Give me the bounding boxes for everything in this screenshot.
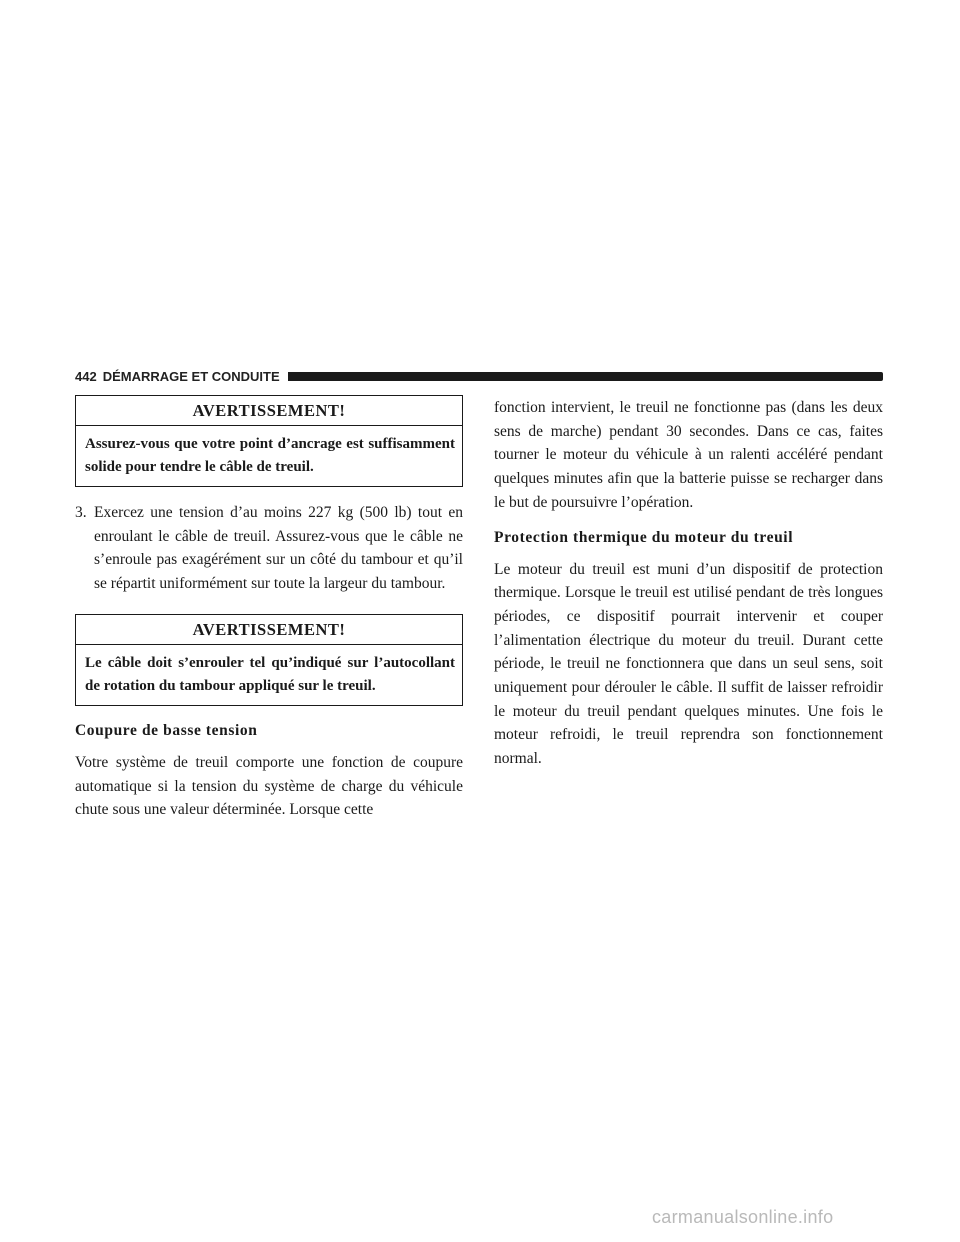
header-rule: [288, 372, 883, 381]
warning-title: AVERTISSEMENT!: [76, 615, 462, 645]
right-column: [494, 396, 883, 771]
list-item: [75, 501, 463, 596]
left-column: [75, 395, 463, 822]
watermark: carmanualsonline.info: [652, 1207, 834, 1227]
warning-text: Le câble doit s’enrouler tel qu’indiqué sur l’autocollant de rotation du tambour appliqué sur le treuil.: [85, 654, 455, 694]
list-number: 3.: [75, 504, 87, 521]
body-paragraph: Le moteur du treuil est muni d’un dispositif de protection thermique. Lorsque le treuil est utilisé pendant de très longues périodes, ce dispositif pourrait intervenir et couper l’alimentation électrique du moteur du treuil. Durant cette période, le treuil ne fonctionnera que dans un seul sens, soit uniquement pour dérouler le câble. Il suffit de laisser refroidir le moteur du treuil pendant quelques minutes. Une fois le moteur refroidi, le treuil reprendra son fonctionnement normal.: [494, 560, 883, 768]
warning-box: [75, 614, 463, 706]
body-paragraph: Votre système de treuil comporte une fonction de coupure automatique si la tension du système de charge du véhicule chute sous une valeur déterminée. Lorsque cette: [75, 753, 463, 819]
page-header: [75, 366, 883, 386]
section-title: DÉMARRAGE ET CONDUITE: [102, 368, 280, 384]
list-text: Exercez une tension d’au moins 227 kg (500 lb) tout en enroulant le câble de treuil. Assurez-vous que le câble ne s’enroule pas exagérément sur un côté du tambour et qu’il se répartit uniformément sur toute la largeur du tambour.: [94, 504, 463, 593]
page-number: 442: [75, 368, 97, 384]
warning-text: Assurez-vous que votre point d’ancrage est suffisamment solide pour tendre le câble de treuil.: [85, 436, 455, 475]
warning-title: AVERTISSEMENT!: [76, 396, 462, 426]
body-paragraph: fonction intervient, le treuil ne fonctionne pas (dans les deux sens de marche) pendant 30 secondes. Dans ce cas, faites tourner le moteur du véhicule à un ralenti accéléré pendant quelques minutes afin que la batterie puisse se recharger dans le but de poursuivre l’opération.: [494, 399, 883, 511]
section-heading: Coupure de basse tension: [75, 721, 258, 739]
warning-box: [75, 395, 463, 487]
section-heading: Protection thermique du moteur du treuil: [494, 528, 794, 546]
